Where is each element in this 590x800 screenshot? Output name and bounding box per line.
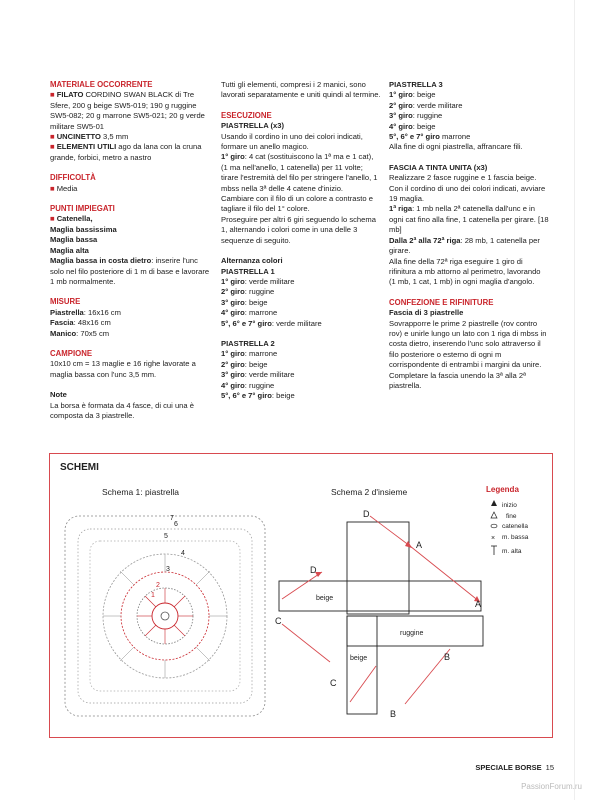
esecuzione-p1: Usando il cordino in uno dei colori indicati, formare un anello magico.	[221, 131, 363, 152]
list-item: 3° giro: ruggine	[389, 111, 443, 121]
schemi-title: SCHEMI	[60, 462, 99, 473]
list-item: 2° giro: ruggine	[221, 287, 275, 297]
legend	[486, 485, 529, 555]
schema1-tile	[65, 515, 265, 716]
list-item: 5°, 6° e 7° giro: verde militare	[221, 318, 322, 328]
page-footer	[475, 763, 554, 772]
confezione-title: CONFEZIONE E RIFINITURE	[389, 297, 494, 307]
uncinetto-line: ■ UNCINETTO 3,5 mm	[50, 132, 129, 142]
punto-bassa: Maglia bassa	[50, 235, 98, 245]
difficolta-title: DIFFICOLTÀ	[50, 173, 96, 183]
confezione-subtitle: Fascia di 3 piastrelle	[389, 308, 464, 318]
list-item: 4° giro: ruggine	[221, 380, 275, 390]
list-item: 1° giro: verde militare	[221, 276, 295, 286]
fascia-title: FASCIA A TINTA UNITA (x3)	[389, 162, 488, 172]
inizio-icon	[491, 500, 497, 506]
confezione-text: Sovrapporre le prime 2 piastrelle (rov contro rov) e unirle lungo un lato con 1 riga di mbss in costa dietro, inserendo l'unc solo attraverso il filo posteriore o esterno di ogni m corrispondente di entrambi i margini da unire. Completare la fascia unendo la 3ª alla 2ª piastrella.	[389, 318, 547, 390]
assembly-arrows	[282, 516, 480, 704]
piastrella3-list	[389, 90, 549, 142]
legend-mbassa: m. bassa	[502, 534, 529, 541]
intro-text: Tutti gli elementi, compresi i 2 manici, sono lavorati separatamente e uniti quindi al termine.	[221, 80, 381, 100]
piastrella3-title: PIASTRELLA 3	[389, 80, 443, 89]
elementi-line: ■ ELEMENTI UTILI ago da lana con la cruna grande, forbici, metro a nastro	[50, 142, 202, 162]
round-label-4: 4	[181, 550, 185, 557]
list-item: 2° giro: beige	[221, 359, 268, 369]
label-ruggine: ruggine	[400, 630, 424, 637]
schema2-diagram	[275, 509, 483, 719]
round-label-5: 5	[164, 533, 168, 540]
label-D-left: D	[310, 565, 317, 575]
piastrella-x3-title: PIASTRELLA (x3)	[221, 121, 285, 131]
fascia-p1: Realizzare 2 fasce ruggine e 1 fascia beige. Con il cordino di uno dei colori indicati, avviare 19 maglia.	[389, 173, 546, 204]
list-item: 4° giro: beige	[389, 121, 436, 131]
footer-section: SPECIALE BORSE	[475, 763, 542, 772]
label-A-top: A	[416, 540, 423, 550]
note-text: La borsa è formata da 4 fasce, di cui una è composta da 3 piastrelle.	[50, 400, 194, 420]
tile-round-3	[121, 572, 209, 660]
piastrella2-title: PIASTRELLA 2	[221, 338, 275, 348]
schema2-title: Schema 2 d'insieme	[331, 487, 408, 497]
punto-bassissima: Maglia bassissima	[50, 224, 117, 234]
misura-fascia: Fascia: 48x16 cm	[50, 318, 111, 328]
panel-beige-horizontal	[279, 581, 481, 611]
mbassa-icon: ×	[491, 535, 496, 542]
page-number: 15	[545, 763, 554, 772]
round-label-2: 2	[156, 582, 160, 589]
schemi-box	[49, 453, 553, 738]
list-item: 3° giro: beige	[221, 297, 268, 307]
legend-catenella: catenella	[502, 523, 529, 530]
legend-title: Legenda	[486, 485, 519, 494]
label-A-right: A	[475, 599, 482, 609]
list-item: 4° giro: marrone	[221, 308, 278, 318]
punto-catenella: ■ Catenella,	[50, 214, 93, 224]
arrow-heads	[315, 541, 480, 602]
campione-text: 10x10 cm = 13 maglie e 16 righe lavorate a maglia bassa con l'unc 3,5 mm.	[50, 359, 196, 379]
punto-alta: Maglia alta	[50, 245, 89, 255]
materiale-title: MATERIALE OCCORRENTE	[50, 80, 153, 89]
list-item: 2° giro: verde militare	[389, 100, 463, 110]
legend-fine: fine	[506, 513, 517, 520]
tile-stitches	[137, 588, 193, 644]
panel-top	[347, 522, 409, 614]
tile-outer-round	[65, 516, 265, 716]
watermark: PassionForum.ru	[521, 782, 582, 791]
schema1-title: Schema 1: piastrella	[102, 487, 180, 497]
magic-ring	[161, 612, 169, 620]
page-edge	[574, 0, 575, 800]
fine-icon	[491, 512, 497, 518]
round-label-7: 7	[170, 515, 174, 522]
note-title: Note	[50, 390, 67, 400]
fascia-r2: Dalla 2ª alla 72ª riga: 28 mb, 1 catenella per girare.	[389, 235, 540, 256]
esecuzione-p2: 1° giro: 4 cat (sostituiscono la 1ª ma e 1 cat), (1 ma nell'anello, 1 catenella) per 11 volte; tirare l'estremità del filo per stringere l'anello, 1 mbss nella 3ª delle 4 catene d'inizio.	[221, 152, 378, 193]
schemi-drawing	[50, 454, 552, 737]
label-beige-1: beige	[316, 595, 334, 602]
punto-costa-dietro: Maglia bassa in costa dietro: inserire l'unc solo nel filo posteriore di 1 m di base e lavorare 1 mb normalmente.	[50, 256, 210, 286]
fascia-p2: Alla fine della 72ª riga eseguire 1 giro di rifinitura a mb attorno al perimetro, lavorando (1 mb, 1 cat, 1 mb) in ogni maglia d'angolo.	[389, 256, 541, 287]
esecuzione-p3: Cambiare con il filo di un colore a contrasto e tagliare il filo del 1° colore.	[221, 194, 373, 214]
piastrella3-end: Alla fine di ogni piastrella, affrancare fili.	[389, 142, 523, 152]
label-B-bottom: B	[390, 709, 397, 719]
piastrella1-list	[221, 277, 381, 329]
round-label-3: 3	[166, 566, 170, 573]
legend-malta: m. alta	[502, 548, 522, 555]
round-label-6: 6	[174, 521, 178, 528]
piastrella1-title: PIASTRELLA 1	[221, 266, 275, 276]
list-item: 5°, 6° e 7° giro: beige	[221, 390, 295, 400]
punti-title: PUNTI IMPIEGATI	[50, 204, 115, 214]
label-B-right: B	[444, 652, 451, 662]
misura-manico: Manico: 70x5 cm	[50, 328, 110, 338]
label-C-bottom: C	[330, 678, 337, 688]
piastrella2-list	[221, 349, 381, 401]
difficolta-value: ■ Media	[50, 183, 78, 193]
list-item: 1° giro: beige	[389, 90, 436, 100]
esecuzione-p4: Proseguire per altri 6 giri seguendo lo schema 1, alternando i colori come in una delle 3 sequenze di seguito.	[221, 214, 376, 245]
list-item: 3° giro: verde militare	[221, 370, 295, 380]
list-item: 1° giro: marrone	[221, 349, 278, 359]
column-materials	[50, 80, 210, 421]
label-beige-2: beige	[350, 655, 368, 662]
misure-title: MISURE	[50, 297, 81, 307]
tile-outer-stitches	[103, 554, 227, 678]
list-item: 5°, 6° e 7° giro marrone	[389, 132, 471, 142]
column-piastrella3	[389, 80, 549, 391]
column-esecuzione	[221, 80, 381, 401]
campione-title: CAMPIONE	[50, 348, 93, 358]
misura-piastrella: Piastrella: 16x16 cm	[50, 307, 121, 317]
esecuzione-title: ESECUZIONE	[221, 110, 272, 120]
legend-inizio: inizio	[502, 502, 517, 509]
label-C-left: C	[275, 616, 282, 626]
fascia-r1: 1ª riga: 1 mb nella 2ª catenella dall'unc e in ogni cat fino alla fine, 1 catenella per girare. [18 mb]	[389, 204, 549, 235]
filato-line: ■ FILATO CORDINO SWAN BLACK di Tre Sfere, 200 g beige SW5-019; 190 g ruggine SW5-082; 20 g marrone SW5-021; 20 g verde militare SW5-01	[50, 90, 205, 131]
catenella-icon	[491, 524, 497, 528]
label-D-top: D	[363, 509, 370, 519]
alternanza-title: Alternanza colori	[221, 256, 283, 266]
round-label-1: 1	[151, 592, 155, 599]
